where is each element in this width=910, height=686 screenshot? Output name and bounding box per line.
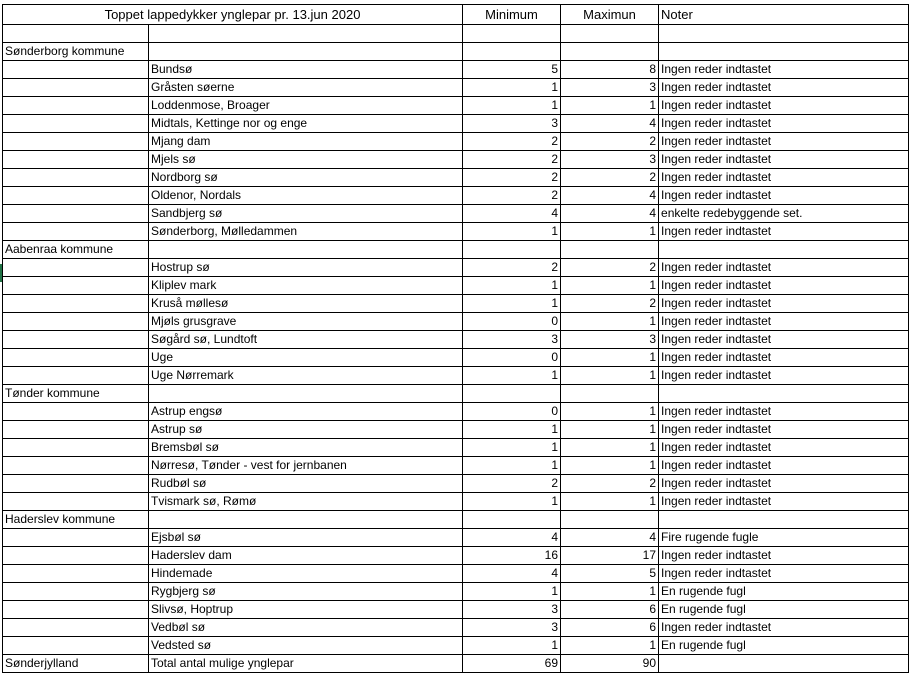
empty-cell[interactable] [3,475,149,493]
kommune-row [3,43,909,61]
kommune-row [3,385,909,403]
empty-cell[interactable] [149,385,463,403]
minimum-value[interactable]: 1 [463,223,561,241]
maximum-value[interactable]: 4 [561,529,659,547]
note-text[interactable]: Ingen reder indtastet [659,223,909,241]
note-text[interactable]: Ingen reder indtastet [659,115,909,133]
minimum-value[interactable]: 3 [463,115,561,133]
table-row [3,205,909,223]
minimum-header[interactable]: Minimum [463,5,561,25]
table-row [3,421,909,439]
row-selection-marker [0,264,2,282]
table-row [3,187,909,205]
table-row [3,259,909,277]
minimum-value[interactable]: 3 [463,601,561,619]
minimum-value[interactable]: 1 [463,457,561,475]
maximum-value[interactable]: 4 [561,115,659,133]
note-text[interactable]: Ingen reder indtastet [659,277,909,295]
empty-cell[interactable] [463,241,561,259]
table-row [3,133,909,151]
table-row [3,403,909,421]
empty-cell[interactable] [3,547,149,565]
note-text[interactable]: Ingen reder indtastet [659,565,909,583]
blank-row [3,25,909,43]
minimum-value[interactable]: 2 [463,169,561,187]
table-body [3,5,909,673]
maximum-value[interactable]: 1 [561,277,659,295]
minimum-value[interactable]: 0 [463,313,561,331]
maximum-value[interactable]: 1 [561,349,659,367]
note-text[interactable]: Ingen reder indtastet [659,547,909,565]
empty-cell[interactable] [3,493,149,511]
note-text[interactable]: Ingen reder indtastet [659,295,909,313]
minimum-value[interactable]: 2 [463,259,561,277]
table-row [3,493,909,511]
minimum-value[interactable]: 0 [463,349,561,367]
minimum-value[interactable]: 1 [463,637,561,655]
table-title[interactable]: Toppet lappedykker ynglepar pr. 13.jun 2020 [3,5,463,25]
note-text[interactable]: Ingen reder indtastet [659,79,909,97]
location-name[interactable]: Hostrup sø [149,259,463,277]
table-row [3,457,909,475]
empty-cell[interactable] [3,439,149,457]
empty-cell[interactable] [3,349,149,367]
table-row [3,169,909,187]
note-text[interactable]: Ingen reder indtastet [659,349,909,367]
empty-cell[interactable] [3,187,149,205]
maximum-value[interactable]: 2 [561,475,659,493]
minimum-value[interactable]: 1 [463,367,561,385]
empty-cell[interactable] [463,511,561,529]
table-row [3,619,909,637]
empty-cell[interactable] [3,115,149,133]
location-name[interactable]: Uge [149,349,463,367]
table-row [3,295,909,313]
total-row [3,655,909,673]
minimum-value[interactable]: 1 [463,277,561,295]
maximum-value[interactable]: 17 [561,547,659,565]
note-text[interactable]: Ingen reder indtastet [659,151,909,169]
location-name[interactable]: Sønderborg, Mølledammen [149,223,463,241]
minimum-value[interactable]: 3 [463,331,561,349]
empty-cell[interactable] [561,511,659,529]
maximum-value[interactable]: 2 [561,295,659,313]
maximum-value[interactable]: 3 [561,331,659,349]
maximum-value[interactable]: 2 [561,259,659,277]
location-name[interactable]: Mjøls grusgrave [149,313,463,331]
table-row [3,79,909,97]
location-name[interactable]: Sandbjerg sø [149,205,463,223]
minimum-value[interactable]: 2 [463,151,561,169]
kommune-name[interactable]: Aabenraa kommune [3,241,149,259]
maximum-value[interactable]: 4 [561,187,659,205]
location-name[interactable]: Vedsted sø [149,637,463,655]
empty-cell[interactable] [3,403,149,421]
empty-cell[interactable] [561,43,659,61]
kommune-row [3,241,909,259]
empty-cell[interactable] [3,259,149,277]
maximum-value[interactable]: 5 [561,565,659,583]
empty-cell[interactable] [149,43,463,61]
maximum-value[interactable]: 1 [561,313,659,331]
empty-cell[interactable] [3,151,149,169]
note-text[interactable]: Ingen reder indtastet [659,259,909,277]
note-text[interactable]: Ingen reder indtastet [659,169,909,187]
empty-cell[interactable] [659,385,909,403]
note-text[interactable]: Ingen reder indtastet [659,331,909,349]
empty-cell[interactable] [3,205,149,223]
empty-cell[interactable] [3,61,149,79]
note-text[interactable]: Ingen reder indtastet [659,313,909,331]
location-name[interactable]: Bundsø [149,61,463,79]
minimum-value[interactable]: 0 [463,403,561,421]
maximum-value[interactable]: 6 [561,619,659,637]
empty-cell[interactable] [3,277,149,295]
empty-cell[interactable] [3,295,149,313]
location-name[interactable]: Oldenor, Nordals [149,187,463,205]
location-name[interactable]: Mjang dam [149,133,463,151]
empty-cell[interactable] [149,241,463,259]
maximum-value[interactable]: 2 [561,133,659,151]
table-row [3,223,909,241]
total-label[interactable]: Total antal mulige ynglepar [149,655,463,673]
empty-cell[interactable] [3,331,149,349]
location-name[interactable]: Midtals, Kettinge nor og enge [149,115,463,133]
table-row [3,277,909,295]
minimum-value[interactable]: 1 [463,295,561,313]
maximum-value[interactable]: 4 [561,205,659,223]
minimum-value[interactable]: 2 [463,475,561,493]
empty-cell[interactable] [3,133,149,151]
maximum-header[interactable]: Maximun [561,5,659,25]
minimum-value[interactable]: 2 [463,133,561,151]
table-row [3,115,909,133]
location-name[interactable]: Rudbøl sø [149,475,463,493]
location-name[interactable]: Tvismark sø, Rømø [149,493,463,511]
minimum-value[interactable]: 1 [463,439,561,457]
location-name[interactable]: Astrup sø [149,421,463,439]
empty-cell[interactable] [463,43,561,61]
note-text[interactable]: Ingen reder indtastet [659,475,909,493]
location-name[interactable]: Nørresø, Tønder - vest for jernbanen [149,457,463,475]
table-row [3,61,909,79]
maximum-value[interactable]: 2 [561,169,659,187]
note-text[interactable]: Ingen reder indtastet [659,367,909,385]
location-name[interactable]: Vedbøl sø [149,619,463,637]
table-row [3,439,909,457]
table-row [3,331,909,349]
location-name[interactable]: Bremsbøl sø [149,439,463,457]
table-row [3,367,909,385]
table-row [3,475,909,493]
minimum-value[interactable]: 5 [463,61,561,79]
empty-cell[interactable] [3,97,149,115]
empty-cell[interactable] [561,241,659,259]
total-note[interactable] [659,655,909,673]
spreadsheet-table [2,4,909,673]
kommune-row [3,511,909,529]
location-name[interactable]: Kliplev mark [149,277,463,295]
location-name[interactable]: Nordborg sø [149,169,463,187]
note-text[interactable]: Ingen reder indtastet [659,457,909,475]
note-text[interactable]: Ingen reder indtastet [659,421,909,439]
table-row [3,583,909,601]
kommune-name[interactable]: Sønderborg kommune [3,43,149,61]
empty-cell[interactable] [463,25,561,43]
minimum-value[interactable]: 1 [463,583,561,601]
empty-cell[interactable] [3,25,149,43]
empty-cell[interactable] [3,565,149,583]
empty-cell[interactable] [3,169,149,187]
maximum-value[interactable]: 1 [561,637,659,655]
note-text[interactable]: Ingen reder indtastet [659,133,909,151]
location-name[interactable]: Haderslev dam [149,547,463,565]
empty-cell[interactable] [3,457,149,475]
minimum-value[interactable]: 2 [463,187,561,205]
minimum-value[interactable]: 4 [463,205,561,223]
maximum-value[interactable]: 3 [561,151,659,169]
maximum-value[interactable]: 1 [561,403,659,421]
table-row [3,97,909,115]
maximum-value[interactable]: 6 [561,601,659,619]
empty-cell[interactable] [3,601,149,619]
kommune-name[interactable]: Haderslev kommune [3,511,149,529]
location-name[interactable]: Kruså møllesø [149,295,463,313]
table-row [3,529,909,547]
note-text[interactable]: enkelte redebyggende set. [659,205,909,223]
maximum-value[interactable]: 8 [561,61,659,79]
location-name[interactable]: Astrup engsø [149,403,463,421]
empty-cell[interactable] [561,385,659,403]
table-row [3,151,909,169]
empty-cell[interactable] [3,79,149,97]
maximum-value[interactable]: 1 [561,421,659,439]
table-row [3,565,909,583]
empty-cell[interactable] [3,529,149,547]
maximum-value[interactable]: 1 [561,97,659,115]
location-name[interactable]: Uge Nørremark [149,367,463,385]
maximum-value[interactable]: 1 [561,439,659,457]
note-text[interactable]: Ingen reder indtastet [659,439,909,457]
location-name[interactable]: Søgård sø, Lundtoft [149,331,463,349]
note-text[interactable]: En rugende fugl [659,637,909,655]
maximum-value[interactable]: 3 [561,79,659,97]
note-text[interactable]: Ingen reder indtastet [659,61,909,79]
location-name[interactable]: Slivsø, Hoptrup [149,601,463,619]
location-name[interactable]: Mjels sø [149,151,463,169]
location-name[interactable]: Gråsten søerne [149,79,463,97]
empty-cell[interactable] [149,25,463,43]
empty-cell[interactable] [3,583,149,601]
table-row [3,601,909,619]
maximum-value[interactable]: 1 [561,583,659,601]
header-row [3,5,909,25]
note-text[interactable]: Ingen reder indtastet [659,493,909,511]
maximum-value[interactable]: 1 [561,367,659,385]
empty-cell[interactable] [3,223,149,241]
empty-cell[interactable] [3,421,149,439]
minimum-value[interactable]: 1 [463,79,561,97]
location-name[interactable]: Ejsbøl sø [149,529,463,547]
total-region[interactable]: Sønderjylland [3,655,149,673]
minimum-value[interactable]: 16 [463,547,561,565]
maximum-value[interactable]: 1 [561,457,659,475]
empty-cell[interactable] [659,25,909,43]
total-minimum[interactable]: 69 [463,655,561,673]
empty-cell[interactable] [659,43,909,61]
minimum-value[interactable]: 4 [463,529,561,547]
table-row [3,313,909,331]
table-row [3,547,909,565]
location-name[interactable]: Hindemade [149,565,463,583]
empty-cell[interactable] [3,619,149,637]
total-maximum[interactable]: 90 [561,655,659,673]
note-text[interactable]: En rugende fugl [659,601,909,619]
empty-cell[interactable] [149,511,463,529]
empty-cell[interactable] [561,25,659,43]
note-text[interactable]: Ingen reder indtastet [659,619,909,637]
note-text[interactable]: Ingen reder indtastet [659,403,909,421]
note-text[interactable]: Ingen reder indtastet [659,97,909,115]
empty-cell[interactable] [463,385,561,403]
empty-cell[interactable] [659,241,909,259]
minimum-value[interactable]: 1 [463,493,561,511]
location-name[interactable]: Loddenmose, Broager [149,97,463,115]
empty-cell[interactable] [3,313,149,331]
kommune-name[interactable]: Tønder kommune [3,385,149,403]
empty-cell[interactable] [3,367,149,385]
maximum-value[interactable]: 1 [561,493,659,511]
minimum-value[interactable]: 4 [463,565,561,583]
note-text[interactable]: Ingen reder indtastet [659,187,909,205]
minimum-value[interactable]: 3 [463,619,561,637]
minimum-value[interactable]: 1 [463,421,561,439]
empty-cell[interactable] [3,637,149,655]
table-row [3,637,909,655]
minimum-value[interactable]: 1 [463,97,561,115]
notes-header[interactable]: Noter [659,5,909,25]
empty-cell[interactable] [659,511,909,529]
location-name[interactable]: Rygbjerg sø [149,583,463,601]
note-text[interactable]: En rugende fugl [659,583,909,601]
maximum-value[interactable]: 1 [561,223,659,241]
note-text[interactable]: Fire rugende fugle [659,529,909,547]
table-row [3,349,909,367]
